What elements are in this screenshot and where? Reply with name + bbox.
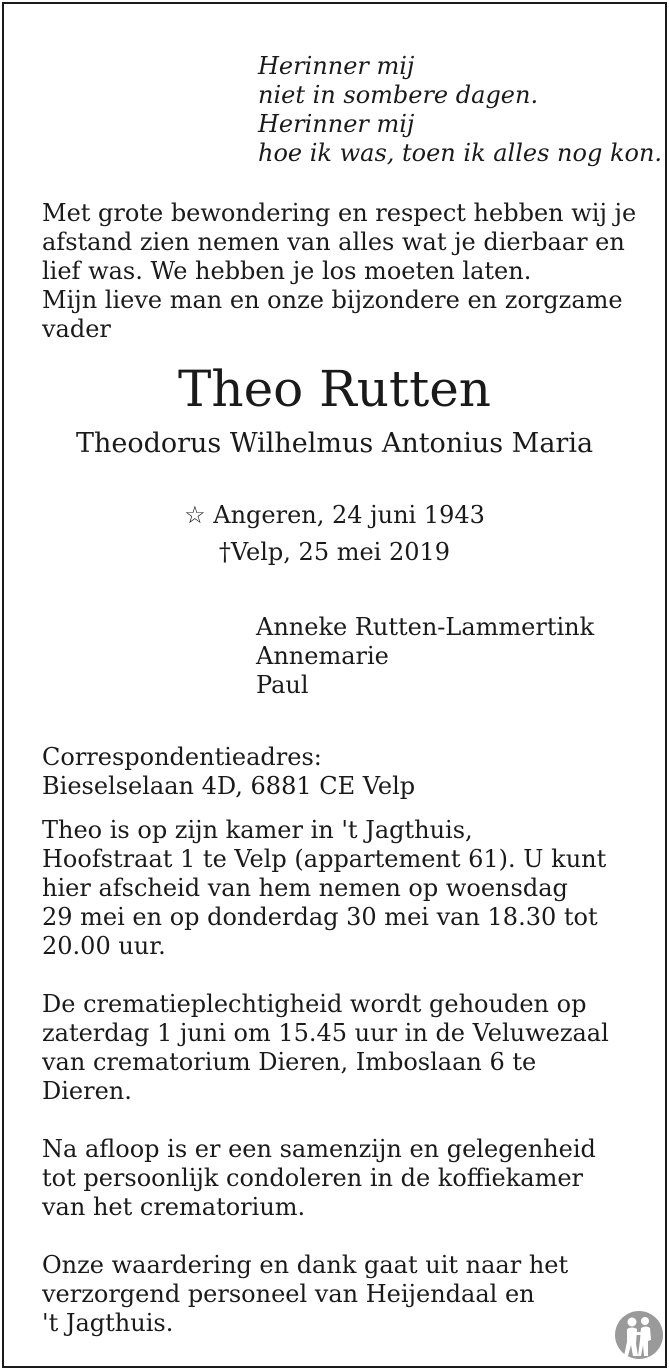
paragraph-line: 29 mei en op donderdag 30 mei van 18.30 tot	[42, 903, 598, 931]
family-member: Paul	[256, 671, 309, 699]
poem	[258, 52, 662, 168]
paragraph-cremation	[42, 990, 642, 1106]
intro-text	[42, 199, 642, 344]
family-member: Anneke Rutten-Lammertink	[256, 613, 595, 641]
paragraph-line: van crematorium Dieren, Imboslaan 6 te	[42, 1048, 537, 1076]
paragraph-thanks	[42, 1251, 642, 1338]
poem-line: hoe ik was, toen ik alles nog kon.	[258, 139, 663, 167]
birth-row	[4, 497, 665, 534]
paragraph-line: zaterdag 1 juni om 15.45 uur in de Veluwezaal	[42, 1019, 609, 1047]
death-row	[4, 534, 665, 571]
intro-line: lief was. We hebben je los moeten laten.	[42, 257, 532, 285]
paragraph-line: Onze waardering en dank gaat uit naar het	[42, 1251, 569, 1279]
intro-line: afstand zien nemen van alles wat je dierbaar en	[42, 228, 625, 256]
correspondence-line: Correspondentieadres:	[42, 743, 322, 771]
family-member: Annemarie	[256, 642, 389, 670]
paragraph-line: verzorgend personeel van Heijendaal en	[42, 1280, 535, 1308]
paragraph-line: tot persoonlijk condoleren in de koffiekamer	[42, 1164, 584, 1192]
intro-line: Mijn lieve man en onze bijzondere en zorgzame	[42, 286, 623, 314]
poem-line: Herinner mij	[258, 110, 415, 138]
family-names	[256, 613, 594, 700]
paragraph-condolence	[42, 1135, 642, 1222]
death-text: Velp, 25 mei 2019	[230, 538, 451, 566]
paragraph-viewing	[42, 816, 642, 961]
paragraph-line: De crematieplechtigheid wordt gehouden op	[42, 990, 587, 1018]
poem-line: niet in sombere dagen.	[258, 81, 539, 109]
intro-line: vader	[42, 315, 111, 343]
obituary-notice	[2, 2, 667, 1368]
paragraph-line: 't Jagthuis.	[42, 1309, 174, 1337]
birth-text: Angeren, 24 juni 1943	[213, 501, 485, 529]
deceased-name: Theo Rutten	[178, 360, 491, 418]
paragraph-line: 20.00 uur.	[42, 932, 166, 960]
life-dates	[4, 497, 665, 571]
paragraph-line: Theo is op zijn kamer in 't Jagthuis,	[42, 816, 473, 844]
paragraph-line: hier afscheid van hem nemen op woensdag	[42, 874, 568, 902]
intro-line: Met grote bewondering en respect hebben wij je	[42, 199, 637, 227]
publisher-logo-icon	[614, 1310, 664, 1360]
deceased-full-name: Theodorus Wilhelmus Antonius Maria	[75, 428, 594, 459]
correspondence-address	[42, 743, 642, 801]
poem-line: Herinner mij	[258, 52, 415, 80]
paragraph-line: Dieren.	[42, 1077, 132, 1105]
cross-icon: †	[218, 538, 231, 566]
star-icon: ☆	[184, 501, 206, 529]
paragraph-line: van het crematorium.	[42, 1193, 306, 1221]
correspondence-line: Bieselselaan 4D, 6881 CE Velp	[42, 772, 416, 800]
paragraph-line: Na afloop is er een samenzijn en gelegenheid	[42, 1135, 596, 1163]
paragraph-line: Hoofstraat 1 te Velp (appartement 61). U kunt	[42, 845, 607, 873]
